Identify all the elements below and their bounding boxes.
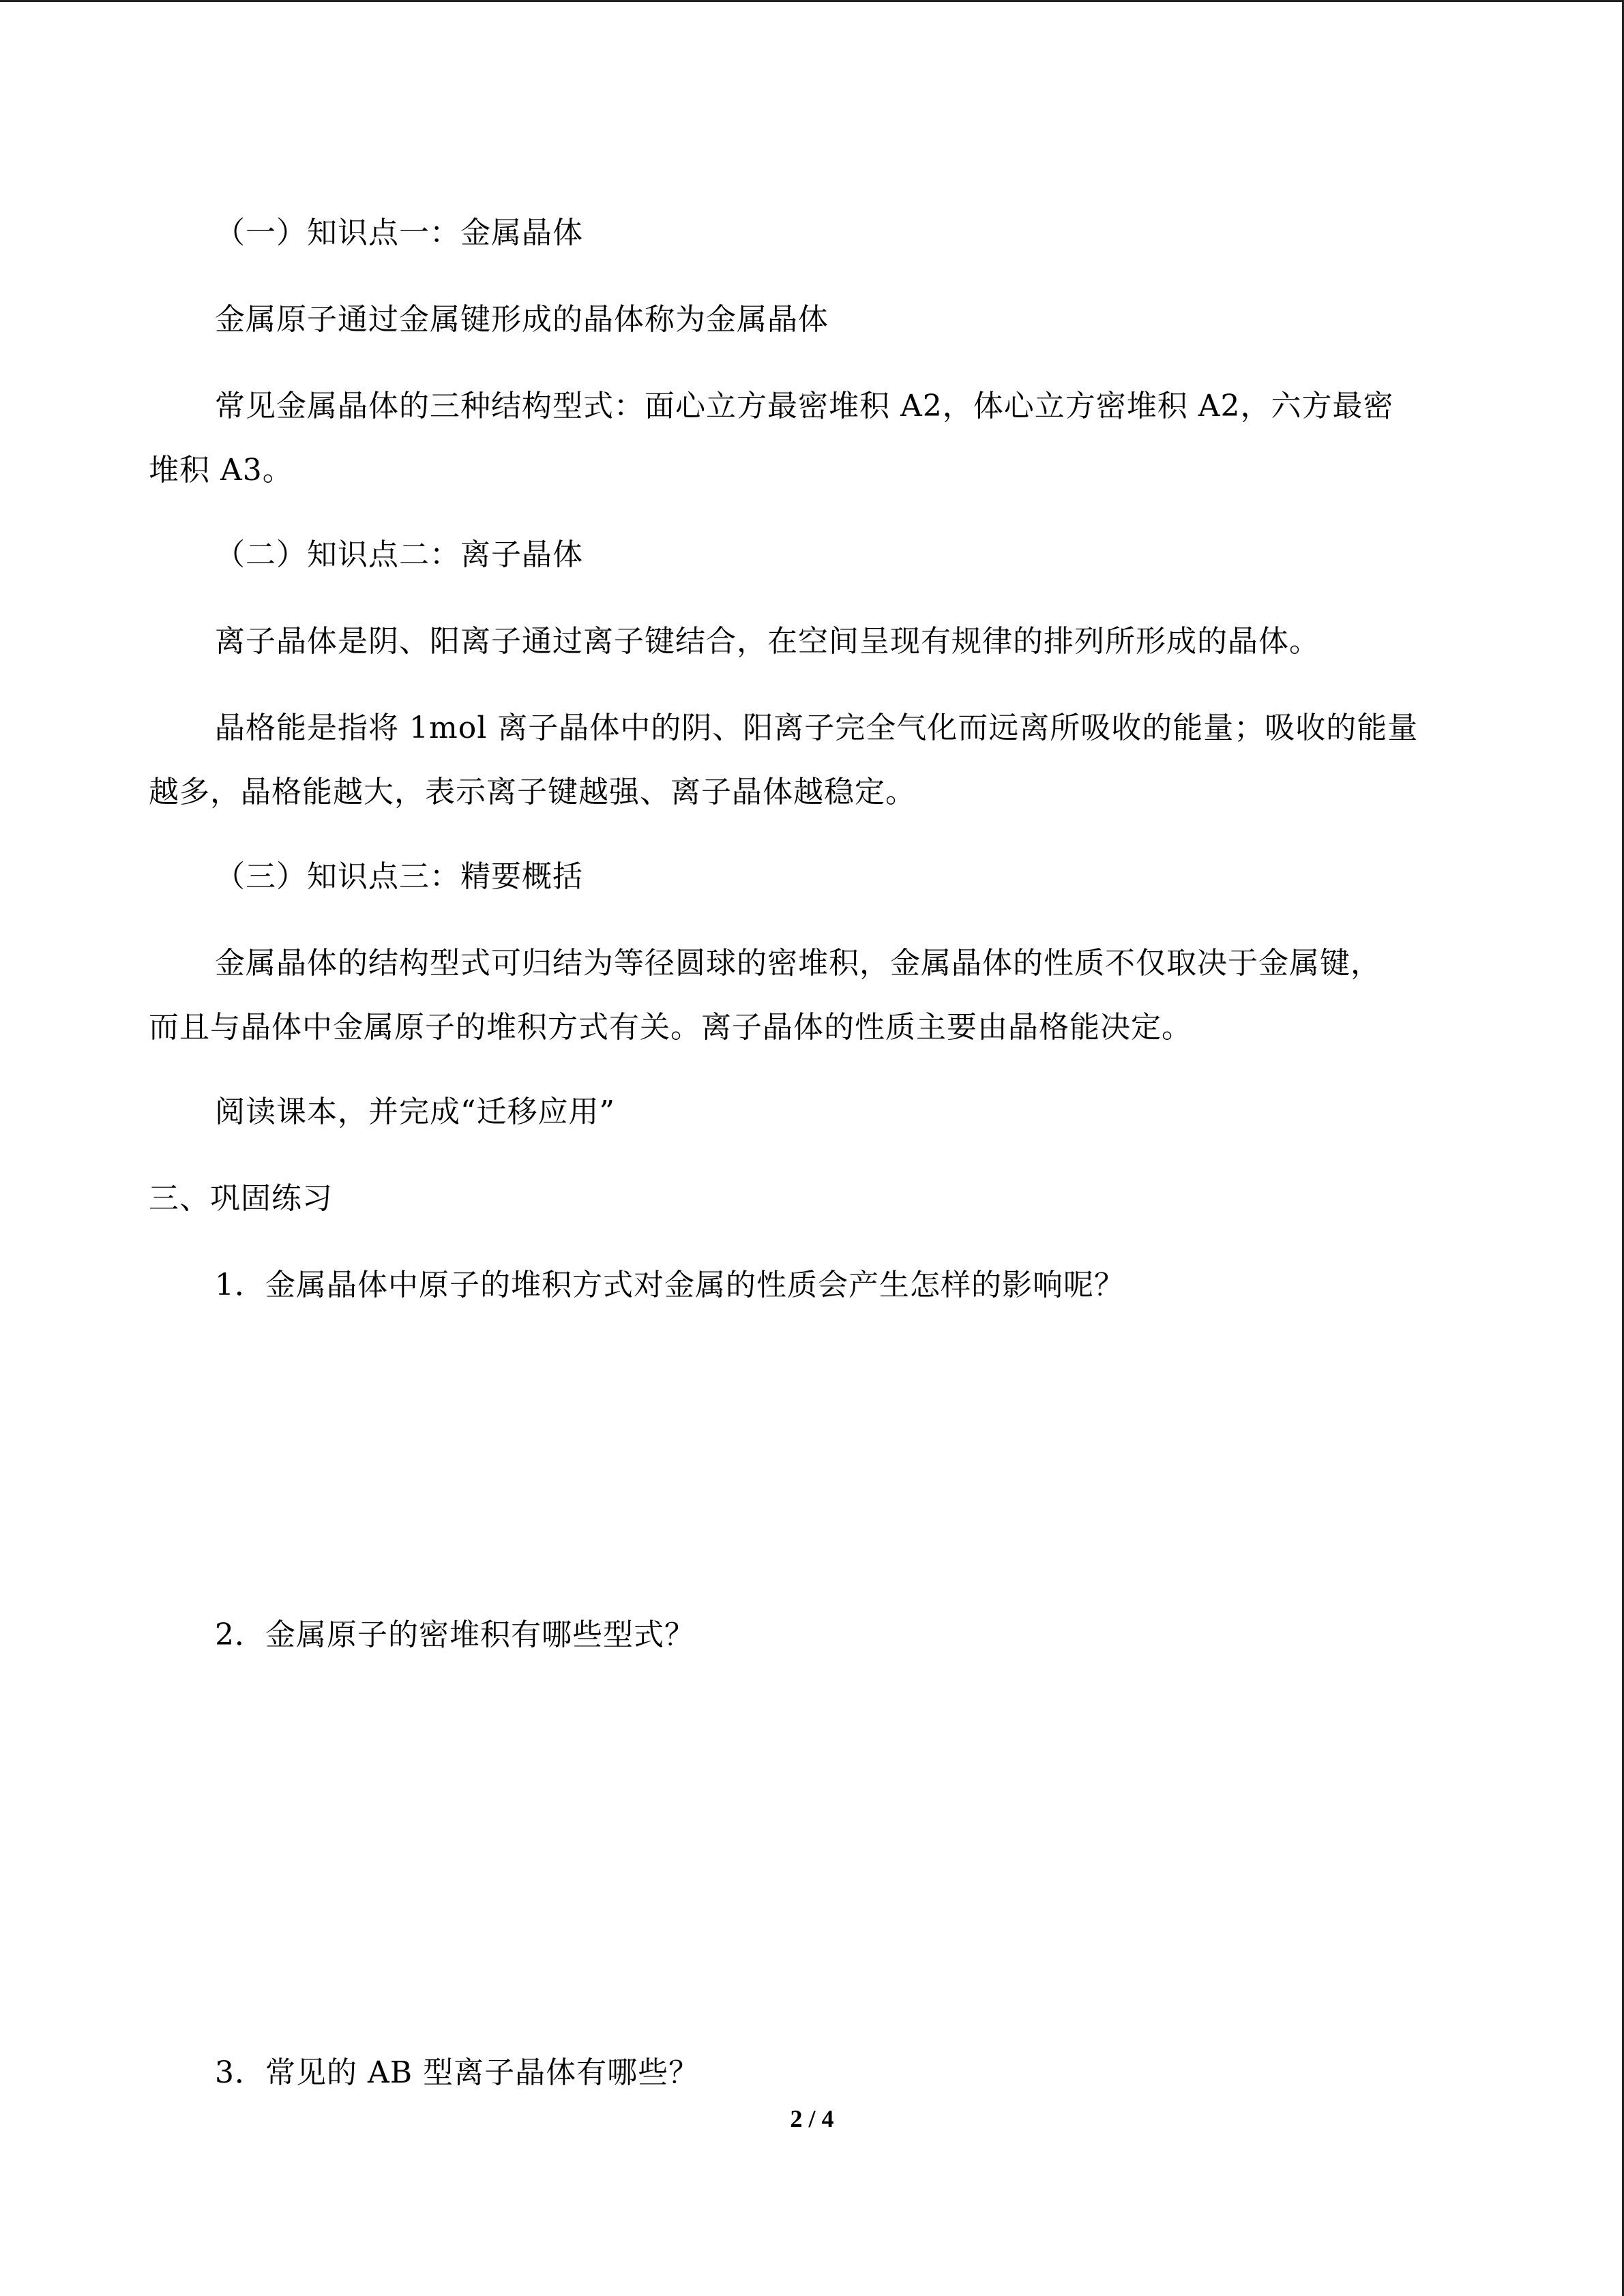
section-heading-practice: 三、巩固练习 — [149, 1181, 333, 1216]
paragraph-structure-types-line2: 堆积 A3。 — [149, 453, 293, 488]
question-1: 1．金属晶体中原子的堆积方式对金属的性质会产生怎样的影响呢？ — [215, 1268, 1125, 1302]
section-heading-ionic-crystal: （二）知识点二：离子晶体 — [215, 537, 583, 572]
question-2: 2．金属原子的密堆积有哪些型式？ — [215, 1617, 695, 1652]
paragraph-reading-task: 阅读课本，并完成“迁移应用” — [215, 1094, 615, 1129]
page-border-top — [0, 0, 1624, 2]
section-heading-metal-crystal: （一）知识点一：金属晶体 — [215, 215, 583, 250]
paragraph-summary-line2: 而且与晶体中金属原子的堆积方式有关。离子晶体的性质主要由晶格能决定。 — [149, 1010, 1192, 1045]
paragraph-ionic-crystal-definition: 离子晶体是阴、阳离子通过离子键结合，在空间呈现有规律的排列所形成的晶体。 — [215, 624, 1320, 659]
question-3: 3．常见的 AB 型离子晶体有哪些？ — [215, 2055, 700, 2090]
section-heading-summary: （三）知识点三：精要概括 — [215, 859, 583, 894]
paragraph-summary-line1: 金属晶体的结构型式可归结为等径圆球的密堆积，金属晶体的性质不仅取决于金属键， — [215, 946, 1381, 981]
paragraph-lattice-energy-line1: 晶格能是指将 1mol 离子晶体中的阴、阳离子完全气化而远离所吸收的能量；吸收的能量 — [215, 711, 1419, 745]
page-number: 2 / 4 — [790, 2105, 834, 2132]
paragraph-structure-types-line1: 常见金属晶体的三种结构型式：面心立方最密堆积 A2，体心立方密堆积 A2，六方最密 — [215, 389, 1394, 423]
paragraph-metal-crystal-definition: 金属原子通过金属键形成的晶体称为金属晶体 — [215, 302, 829, 337]
paragraph-lattice-energy-line2: 越多，晶格能越大，表示离子键越强、离子晶体越稳定。 — [149, 775, 916, 809]
